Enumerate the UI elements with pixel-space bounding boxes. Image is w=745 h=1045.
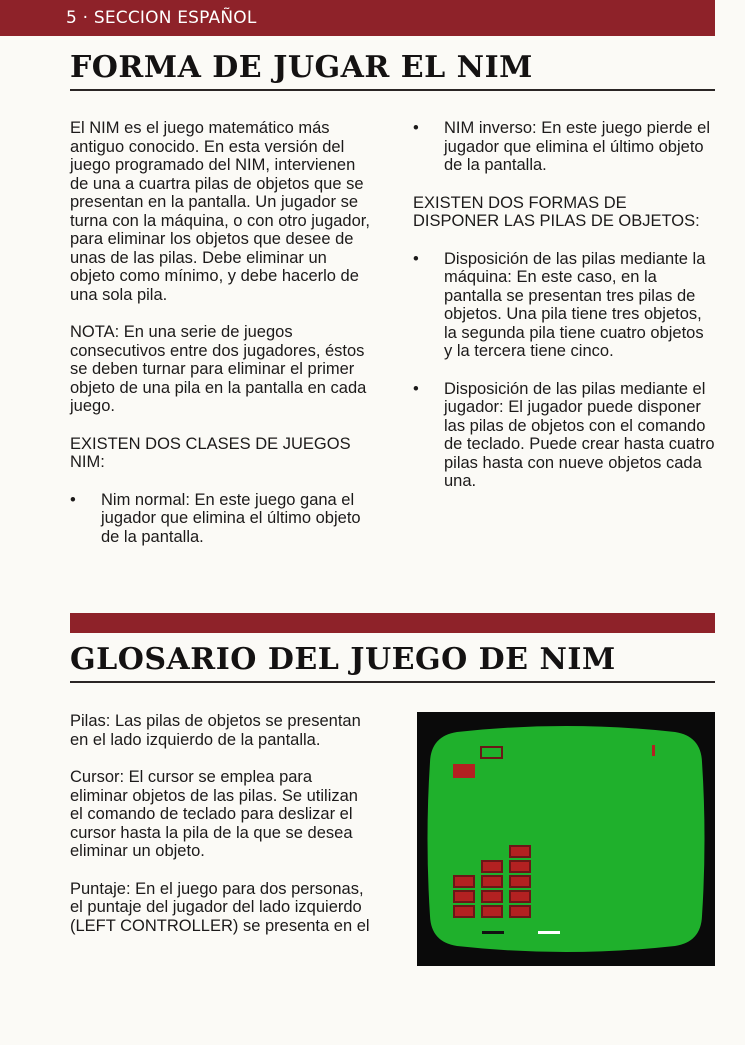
game-screen-illustration	[417, 712, 715, 966]
list-item	[413, 250, 715, 361]
arrangement-list	[413, 250, 715, 491]
bullet-icon: •	[413, 119, 419, 137]
section-divider-band	[70, 613, 715, 633]
class-text: En este juego pierde el jugador que elimina el último objeto de la pantalla.	[444, 119, 710, 174]
game-classes-heading: EXISTEN DOS CLASES DE JUEGOS NIM:	[70, 434, 351, 471]
left-column	[70, 119, 370, 565]
section-title-how-to-play: FORMA DE JUGAR EL NIM	[70, 50, 533, 85]
glossary-term: Puntaje:	[70, 879, 131, 898]
form-text: En este caso, en la pantalla se presentan tres pilas de objetos. Una pila tiene tres objetos, la segunda pila tiene cuatro objetos y la tercera tiene cinco.	[444, 268, 704, 360]
glossary-column	[70, 712, 370, 954]
section-label: 5 · SECCION ESPAÑOL	[66, 8, 257, 28]
pile-object	[482, 906, 502, 917]
screen-field	[428, 726, 705, 952]
pile-object	[482, 891, 502, 902]
right-column	[413, 119, 715, 510]
cursor-block	[453, 764, 475, 778]
game-classes-list	[70, 491, 370, 547]
note-paragraph	[70, 323, 370, 416]
game-classes-list-continued	[413, 119, 715, 175]
pile-object	[510, 876, 530, 887]
player-one-score-bar	[482, 931, 504, 934]
bullet-icon: •	[70, 490, 76, 509]
intro-paragraph: El NIM es el juego matemático más antiguo conocido. En esta versión del juego programado del NIM, intervienen de una a cuartra pilas de objetos que se presentan en la pantalla. Un jugador se turna con la máquina, o con otro jugador, para eliminar los objetos que desee de unas de las pilas. Debe eliminar un objeto como mínimo, y debe hacerlo de una sola pila.	[70, 119, 370, 304]
form-term: Disposición de las pilas mediante el jugador:	[444, 379, 706, 416]
section-header-bar	[0, 0, 715, 36]
glossary-term: Pilas:	[70, 712, 111, 730]
glossary-entry-piles	[70, 712, 370, 749]
pile-object	[510, 846, 530, 857]
list-item	[413, 380, 715, 491]
pile-object	[510, 861, 530, 872]
glossary-text: En el juego para dos personas, el puntaje del jugador del lado izquierdo (LEFT CONTROLLER) se presenta en el	[70, 879, 370, 935]
list-item	[413, 119, 715, 175]
glossary-text: Las pilas de objetos se presentan en el lado izquierdo de la pantalla.	[70, 712, 361, 749]
pile-object	[510, 906, 530, 917]
pile-object	[454, 906, 474, 917]
note-label: NOTA:	[70, 323, 120, 341]
game-screen-svg	[417, 712, 715, 966]
section-title-glossary: GLOSARIO DEL JUEGO DE NIM	[70, 642, 616, 677]
glossary-entry-cursor	[70, 768, 370, 861]
form-term: Disposición de las pilas mediante la máquina:	[444, 249, 706, 286]
bullet-icon: •	[413, 379, 419, 398]
title-divider	[70, 89, 715, 91]
list-item	[70, 491, 370, 547]
pile-object	[482, 861, 502, 872]
form-text: El jugador puede disponer las pilas de objetos con el comando de teclado. Puede crear hasta cuatro pilas hasta con nueve objetos cada una.	[444, 398, 715, 490]
score-marker-icon	[652, 745, 655, 756]
pile-object	[454, 891, 474, 902]
pile-object	[454, 876, 474, 887]
glossary-term: Cursor:	[70, 768, 125, 786]
player-two-score-bar	[538, 931, 560, 934]
arrangement-heading: EXISTEN DOS FORMAS DE DISPONER LAS PILAS DE OBJETOS:	[413, 193, 700, 230]
class-term: NIM inverso:	[444, 119, 537, 137]
glossary-title-divider	[70, 681, 715, 683]
pile-object	[510, 891, 530, 902]
pile-object	[482, 876, 502, 887]
note-text: En una serie de juegos consecutivos entre dos jugadores, éstos se deben turnar para eliminar el primer objeto de una pila en la pantalla en cada juego.	[70, 323, 367, 415]
class-term: Nim normal:	[101, 490, 190, 509]
bullet-icon: •	[413, 249, 419, 268]
class-text: En este juego gana el jugador que elimina el último objeto de la pantalla.	[101, 490, 361, 546]
glossary-text: El cursor se emplea para eliminar objetos de las pilas. Se utilizan el comando de teclado para deslizar el cursor hasta la pila de la que se desea eliminar un objeto.	[70, 768, 358, 860]
glossary-entry-score	[70, 880, 370, 936]
